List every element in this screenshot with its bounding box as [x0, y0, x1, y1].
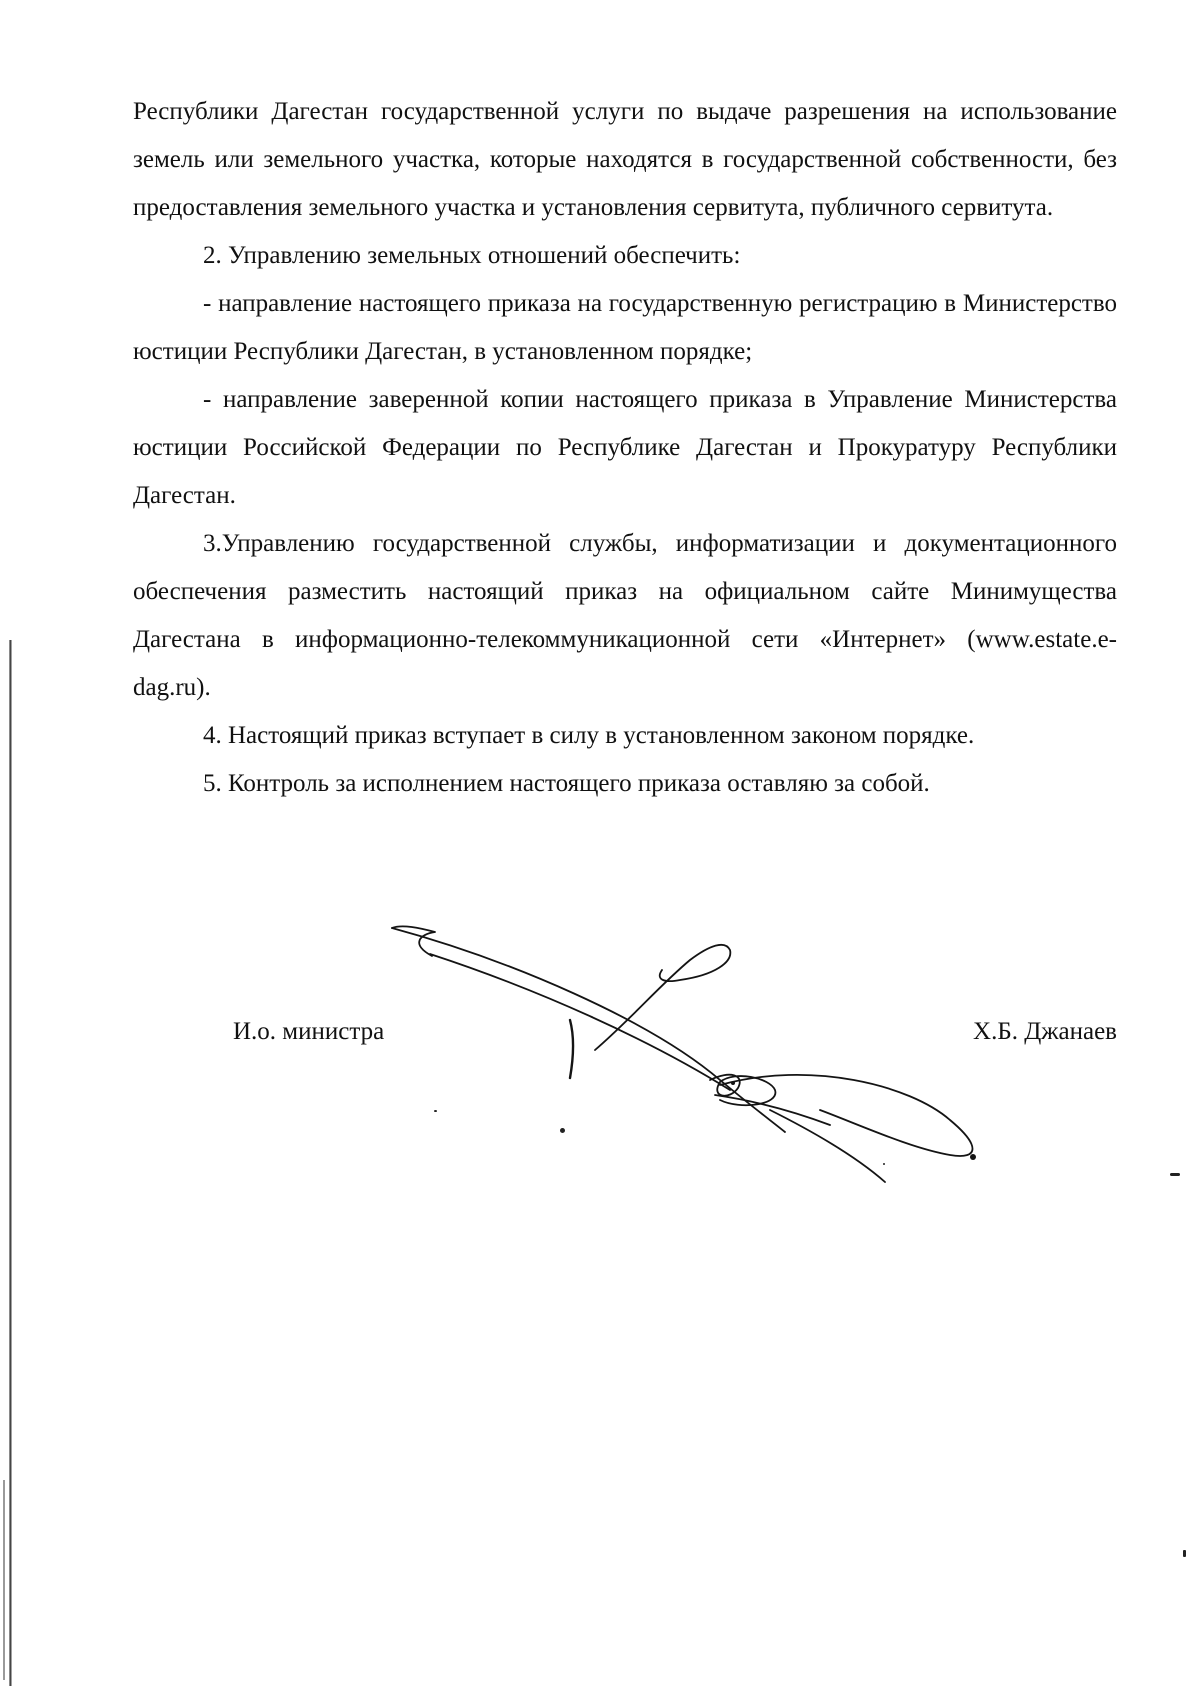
- scan-binding-edge: [9, 640, 12, 1686]
- paragraph-item-3: 3.Управлению государственной службы, информатизации и документационного обеспечения разместить настоящий приказ на официальном сайте Минимущества Дагестана в информационно-телекоммуникационной сети «Интернет» (www.estate.e-dag.ru).: [133, 530, 1117, 701]
- scan-speck: [883, 1163, 885, 1165]
- signatory-position: И.о. министра: [233, 1018, 385, 1045]
- paragraph-continuation: Республики Дагестан государственной услуги по выдаче разрешения на использование земель или земельного участка, которые находятся в государственной собственности, без предоставления земельного участка и установления сервитута, публичного сервитута.: [133, 98, 1117, 221]
- paragraph-item-4: 4. Настоящий приказ вступает в силу в установленном законом порядке.: [203, 722, 975, 749]
- paragraph-item-5: 5. Контроль за исполнением настоящего приказа оставляю за собой.: [203, 770, 930, 797]
- scan-binding-edge-secondary: [3, 1480, 5, 1680]
- paragraph-item-2-sub-1: - направление настоящего приказа на государственную регистрацию в Министерство юстиции Республики Дагестан, в установленном порядке;: [133, 290, 1117, 365]
- paragraph-item-2-sub-2: - направление заверенной копии настоящего приказа в Управление Министерства юстиции Российской Федерации по Республике Дагестан и Прокуратуру Республики Дагестан.: [133, 386, 1117, 509]
- paragraph-item-2: 2. Управлению земельных отношений обеспечить:: [203, 242, 741, 269]
- signatory-name: Х.Б. Джанаев: [973, 1018, 1117, 1045]
- scan-speck: [1183, 1550, 1186, 1557]
- scan-speck: [560, 1128, 565, 1133]
- scan-speck: [1170, 1173, 1180, 1176]
- document-body: [133, 88, 1117, 808]
- handwritten-signature: [390, 910, 1070, 1190]
- scan-speck: [434, 1110, 437, 1112]
